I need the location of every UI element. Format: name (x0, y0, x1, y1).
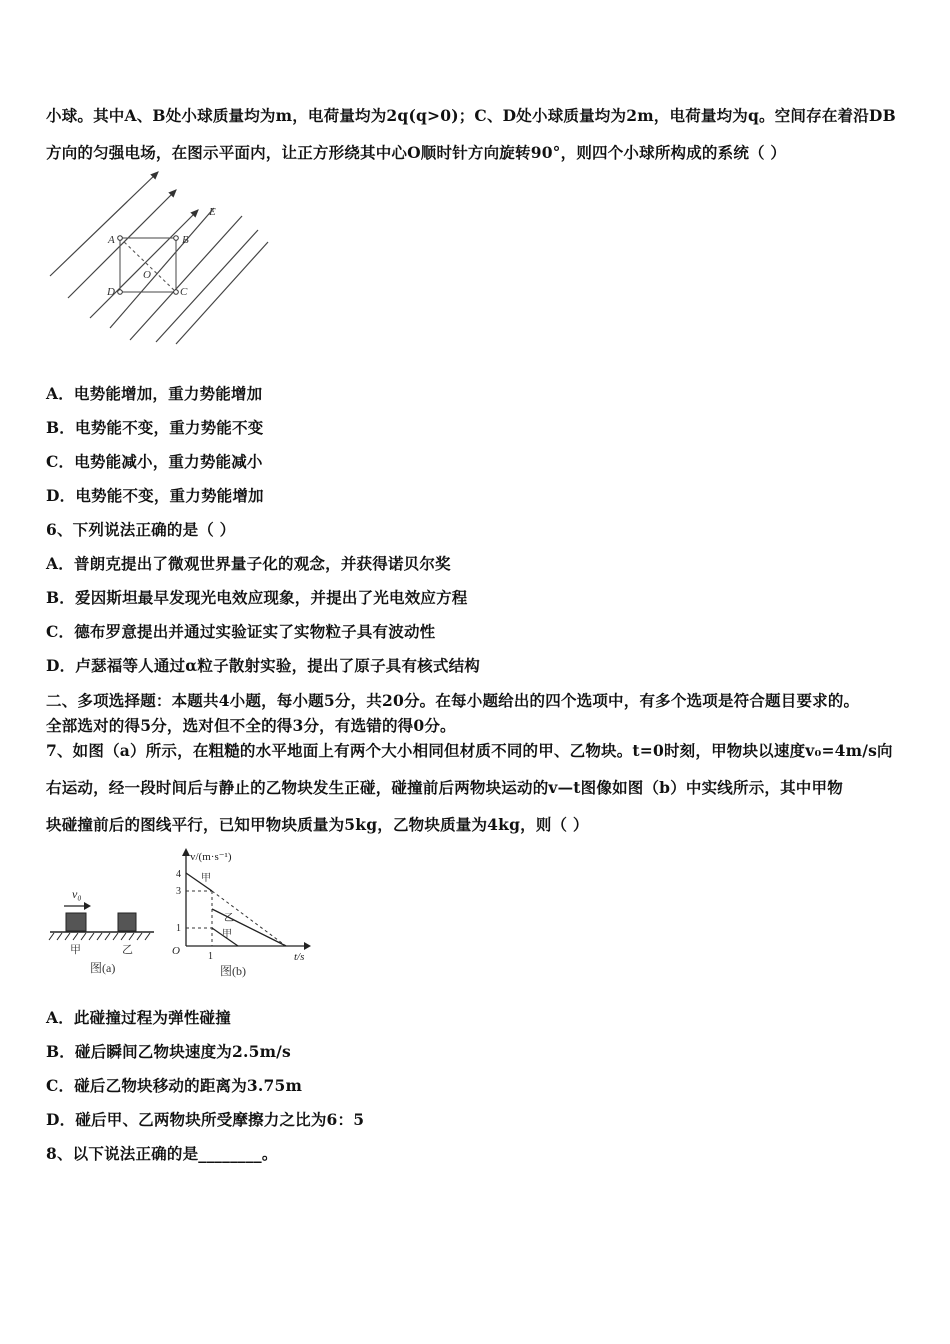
label-yi: 乙 (122, 944, 133, 956)
label-jia: 甲 (70, 944, 81, 956)
q7-figure-a (46, 880, 158, 980)
q6-stem: 6、下列说法正确的是（ ） (46, 520, 236, 539)
block-jia (66, 913, 86, 931)
q7-option-c: C．碰后乙物块移动的距离为3.75m (46, 1076, 303, 1095)
q7-option-a: A．此碰撞过程为弹性碰撞 (46, 1008, 231, 1027)
label-c: C (180, 286, 188, 298)
section2-line-2: 全部选对的得5分，选对但不全的得3分，有选错的得0分。 (46, 716, 456, 735)
q5-stem-line-1: 小球。其中A、B处小球质量均为m，电荷量均为2q(q>0)；C、D处小球质量均为2m，电荷量均为q。空间存在着沿DB (46, 106, 896, 125)
q7-option-b: B．碰后瞬间乙物块速度为2.5m/s (46, 1042, 291, 1061)
x-axis-label: t/s (294, 951, 305, 963)
block-yi (118, 913, 136, 931)
q7-option-d: D．碰后甲、乙两物块所受摩擦力之比为6：5 (46, 1110, 365, 1129)
q5-option-b: B．电势能不变，重力势能不变 (46, 418, 264, 437)
label-e: E (209, 206, 216, 218)
v0-label: v₀ (72, 887, 82, 901)
label-d: D (107, 286, 115, 298)
q5-option-d: D．电势能不变，重力势能增加 (46, 486, 264, 505)
section2-line-1: 二、多项选择题：本题共4小题，每小题5分，共20分。在每小题给出的四个选项中，有多个选项是符合题目要求的。 (46, 691, 860, 710)
q7-stem-line-1: 7、如图（a）所示，在粗糙的水平地面上有两个大小相同但材质不同的甲、乙物块。t=0时刻，甲物块以速度v₀=4m/s向 (46, 741, 893, 760)
y-axis-label: v/(m·s⁻¹) (190, 851, 232, 863)
q6-option-b: B．爱因斯坦最早发现光电效应现象，并提出了光电效应方程 (46, 588, 468, 607)
yi-mid-label: 乙 (224, 913, 234, 924)
q6-option-c: C．德布罗意提出并通过实验证实了实物粒子具有波动性 (46, 622, 436, 641)
q5-option-a: A．电势能增加，重力势能增加 (46, 384, 263, 403)
tick-1: 1 (176, 923, 181, 934)
tick-t1: 1 (208, 951, 213, 962)
q5-option-c: C．电势能减小，重力势能减小 (46, 452, 263, 471)
fig-a-caption: 图(a) (90, 961, 116, 975)
tick-3: 3 (176, 886, 181, 897)
jia-top-label: 甲 (201, 873, 211, 884)
q6-option-a: A．普朗克提出了微观世界量子化的观念，并获得诺贝尔奖 (46, 554, 451, 573)
fig-b-caption: 图(b) (220, 964, 246, 978)
tick-4: 4 (176, 869, 181, 880)
velocity-arrow-icon (84, 902, 91, 910)
label-b: B (182, 234, 189, 246)
q6-option-d: D．卢瑟福等人通过α粒子散射实验，提出了原子具有核式结构 (46, 656, 480, 675)
jia-low-label: 甲 (222, 929, 232, 940)
q7-vt-graph (168, 842, 318, 982)
label-o: O (143, 269, 151, 281)
q5-field-figure (46, 168, 276, 348)
q8-stem: 8、以下说法正确的是________。 (46, 1144, 278, 1163)
q7-stem-line-2: 右运动，经一段时间后与静止的乙物块发生正碰，碰撞前后两物块运动的v—t图像如图（b）中实线所示，其中甲物 (46, 778, 843, 797)
q5-stem-line-2: 方向的匀强电场，在图示平面内，让正方形绕其中心O顺时针方向旋转90°，则四个小球所构成的系统（ ） (46, 143, 787, 162)
origin-label: O (172, 945, 180, 957)
label-a: A (108, 234, 115, 246)
q7-stem-line-3: 块碰撞前后的图线平行，已知甲物块质量为5kg，乙物块质量为4kg，则（ ） (46, 815, 589, 834)
